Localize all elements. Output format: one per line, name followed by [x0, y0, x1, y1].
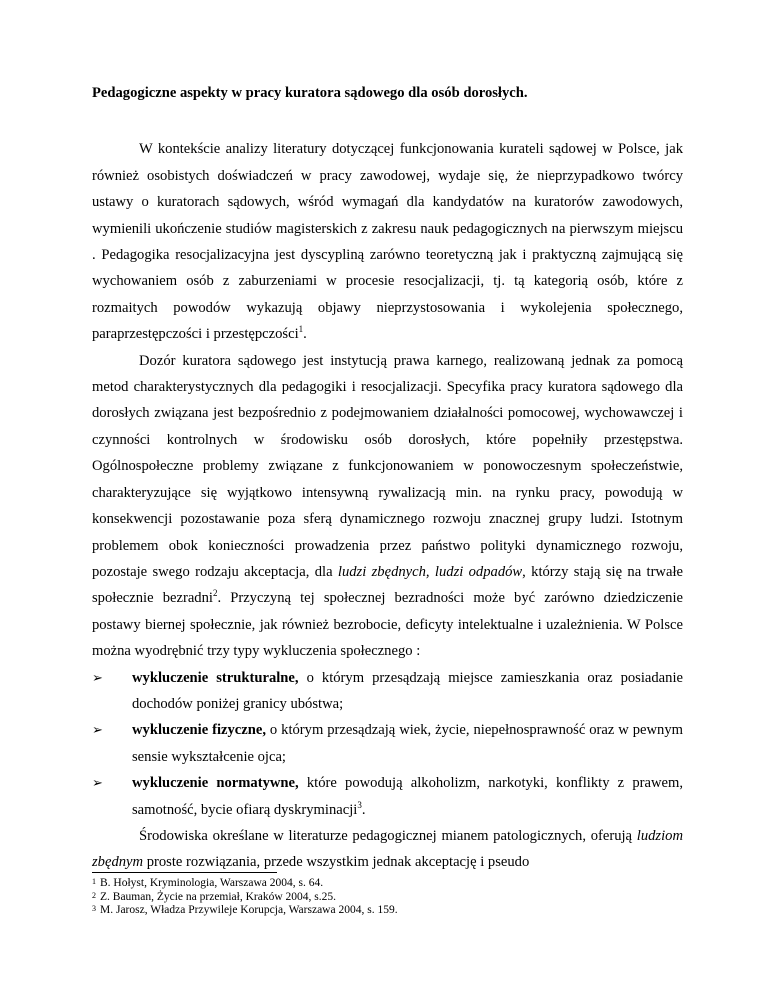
list-item-text: o którym przesądzają wiek, życie, niepełnosprawność oraz w pewnym sensie wykształcenie ojca;: [132, 722, 683, 765]
list-item: [92, 665, 683, 718]
paragraph-2-italic: ludzi zbędnych, ludzi odpadów: [337, 563, 523, 580]
document-title: Pedagogiczne aspekty w pracy kuratora sądowego dla osób dorosłych.: [92, 85, 528, 101]
list-item: [92, 770, 683, 823]
footnote: [92, 877, 683, 891]
paragraph-1: [92, 136, 683, 347]
paragraph-3-text-b: proste rozwiązania, przede wszystkim jednak akceptację i pseudo: [143, 854, 530, 871]
footnote-ref-2: 2: [212, 588, 218, 599]
footnote-text: M. Jarosz, Władza Przywileje Korupcja, Warszawa 2004, s. 159.: [100, 904, 398, 916]
arrow-bullet-icon: ➢: [92, 669, 103, 685]
paragraph-2: [92, 348, 683, 665]
paragraph-2-text-a: Dozór kuratora sądowego jest instytucją prawa karnego, realizowaną jednak za pomocą metod charakterystycznych dla pedagogiki i resocjalizacji. Specyfika pracy kuratora sądowego dla dorosłych związana jest bezpośrednio z podejmowaniem działalności pomocowej, wychowawczej i czynności kontrolnych w środowisku osób dorosłych, które popełniły przestępstwa. Ogólnospołeczne problemy związane z funkcjonowaniem w ponowoczesnym społeczeństwie, charakteryzujące się wyjątkowo intensywną rywalizacją min. na rynku pracy, powodują w konsekwencji pozostawanie poza sferą dynamicznego rozwoju znacznej grupy ludzi. Istotnym problemem obok konieczności prowadzenia przez państwo polityki dynamicznego rozwoju, pozostaje swego rodzaju akceptacja, dla: [92, 352, 683, 580]
footnote-text: Z. Bauman, Życie na przemiał, Kraków 2004, s.25.: [100, 890, 337, 903]
footnotes: [92, 872, 683, 918]
document-page: [92, 80, 683, 876]
list-item-bold: wykluczenie strukturalne,: [132, 669, 299, 686]
paragraph-2-text-c: . Przyczyną tej społecznej bezradności może być zarówno dziedziczenie postawy biernej społecznie, jak również bezrobocie, deficyty intelektualne i uzależnienia. W Polsce można wyodrębnić trzy typy wykluczenia społecznego :: [92, 590, 683, 660]
list-item-bold: wykluczenie normatywne,: [132, 775, 299, 792]
list-item-end: .: [361, 801, 366, 818]
footnote-divider: [92, 872, 277, 873]
footnote: [92, 904, 683, 918]
list-item-bold: wykluczenie fizyczne,: [132, 722, 267, 739]
footnote-number: 3: [92, 904, 96, 913]
paragraph-3-text-a: Środowiska określane w literaturze pedagogicznej mianem patologicznych, oferują: [139, 827, 637, 844]
arrow-bullet-icon: ➢: [92, 775, 103, 791]
list-item-text: które powodują alkoholizm, narkotyki, konflikty z prawem, samotność, bycie ofiarą dyskryminacji: [132, 775, 683, 818]
exclusion-types-list: [92, 665, 683, 823]
paragraph-3-italic: ludziom zbędnym: [92, 827, 683, 871]
list-item-text: o którym przesądzają miejsce zamieszkania oraz posiadanie dochodów poniżej granicy ubóstwa;: [132, 669, 683, 712]
footnote-ref-3: 3: [357, 799, 362, 810]
paragraph-3: [92, 823, 683, 876]
paragraph-2-text-b: , którzy stają się na trwałe społecznie bezradni: [92, 563, 683, 607]
footnote-number: 2: [92, 890, 96, 900]
arrow-bullet-icon: ➢: [92, 722, 103, 738]
list-item: [92, 717, 683, 770]
footnote: [92, 891, 683, 905]
footnote-number: 1: [92, 877, 96, 886]
footnote-text: B. Hołyst, Kryminologia, Warszawa 2004, s. 64.: [100, 877, 324, 889]
paragraph-1-text: W kontekście analizy literatury dotyczącej funkcjonowania kurateli sądowej w Polsce, jak również osobistych doświadczeń w pracy zawodowej, wydaje się, że nieprzypadkowo twórcy ustawy o kuratorach sądowych, wśród wymagań dla kandydatów na kuratorów zawodowych, wymienili ukończenie studiów magisterskich z zakresu nauk pedagogicznych na pierwszym miejscu . Pedagogika resocjalizacyjna jest dyscypliną zarówno teoretyczną jak i praktyczną zajmującą się wychowaniem osób z zaburzeniami w procesie resocjalizacji, tj. tą kategorią osób, które z rozmaitych powodów wykazują objawy nieprzystosowania i wykolejenia społecznego, paraprzestępczości i przestępczości: [92, 141, 683, 343]
paragraph-1-end: .: [303, 326, 307, 343]
footnote-ref-1: 1: [298, 324, 304, 335]
